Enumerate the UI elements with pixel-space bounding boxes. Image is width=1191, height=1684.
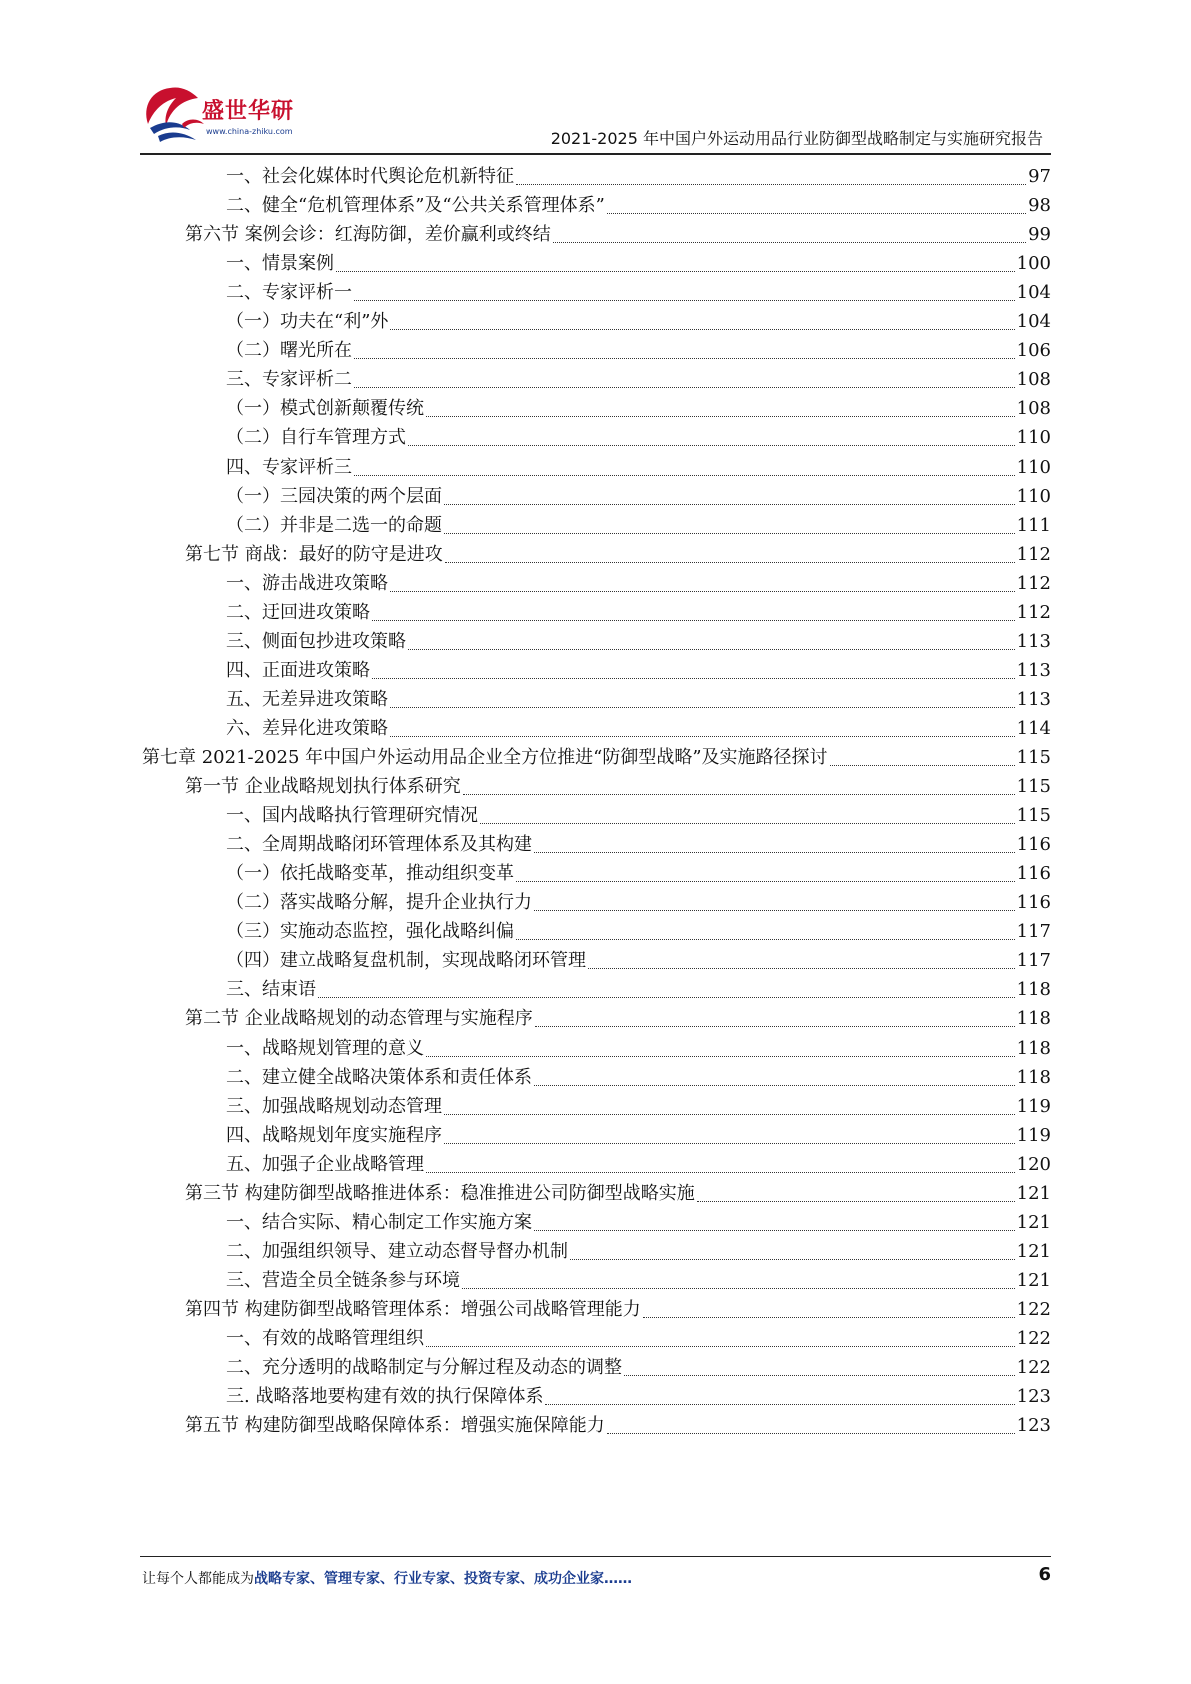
toc-leader-dots [408, 648, 1015, 650]
toc-leader-dots [444, 1113, 1015, 1115]
toc-entry-page: 119 [1016, 1124, 1051, 1146]
toc-entry[interactable] [185, 1411, 1051, 1441]
toc-entry-title: 第七节 商战：最好的防守是进攻 [185, 543, 443, 565]
toc-entry-page: 117 [1016, 921, 1051, 943]
toc-entry[interactable] [226, 423, 1051, 453]
toc-leader-dots [534, 909, 1015, 911]
footer-slogan [142, 1568, 632, 1588]
toc-leader-dots [570, 1258, 1015, 1260]
toc-leader-dots [643, 1316, 1015, 1318]
toc-entry-page: 97 [1028, 166, 1051, 187]
toc-entry[interactable] [226, 162, 1051, 192]
toc-entry-page: 110 [1016, 456, 1051, 478]
toc-entry-title: （二）落实战略分解，提升企业执行力 [226, 892, 532, 914]
toc-entry-title: （一）模式创新颠覆传统 [226, 398, 424, 420]
toc-leader-dots [444, 503, 1015, 505]
toc-entry[interactable] [226, 888, 1051, 918]
toc-leader-dots [624, 1374, 1015, 1376]
toc-entry-title: 四、正面进攻策略 [226, 659, 370, 681]
toc-leader-dots [318, 996, 1015, 998]
toc-entry[interactable] [226, 1092, 1051, 1122]
toc-entry-page: 99 [1028, 224, 1051, 246]
toc-entry[interactable] [185, 1295, 1051, 1325]
toc-entry[interactable] [226, 627, 1051, 657]
toc-entry-page: 108 [1016, 398, 1051, 420]
toc-entry-page: 112 [1016, 572, 1051, 594]
toc-entry-page: 116 [1016, 892, 1051, 914]
toc-entry-page: 116 [1016, 863, 1051, 885]
toc-leader-dots [516, 938, 1015, 940]
company-logo [140, 80, 320, 150]
toc-entry-page: 122 [1016, 1357, 1051, 1379]
toc-entry-page: 123 [1016, 1386, 1051, 1408]
toc-entry-page: 115 [1016, 747, 1051, 768]
toc-entry-title: 二、专家评析一 [226, 282, 352, 304]
page-number: 6 [1038, 1564, 1051, 1585]
toc-entry-title: 第二节 企业战略规划的动态管理与实施程序 [185, 1008, 533, 1030]
toc-leader-dots [534, 851, 1015, 853]
toc-entry-title: （一）三园决策的两个层面 [226, 485, 442, 507]
toc-entry-title: 二、加强组织领导、建立动态督导督办机制 [226, 1240, 568, 1262]
toc-entry-title: 第四节 构建防御型战略管理体系：增强公司战略管理能力 [185, 1298, 641, 1320]
toc-entry[interactable] [226, 453, 1051, 483]
logo-name: 盛世华研 [202, 99, 295, 124]
toc-entry-title: 五、加强子企业战略管理 [226, 1153, 424, 1175]
toc-entry[interactable] [226, 336, 1051, 366]
toc-entry-title: 一、社会化媒体时代舆论危机新特征 [226, 166, 514, 187]
header-divider [140, 153, 1051, 155]
toc-entry[interactable] [226, 685, 1051, 715]
toc-entry[interactable] [226, 598, 1051, 628]
toc-entry-title: 四、专家评析三 [226, 456, 352, 478]
toc-entry-page: 106 [1016, 340, 1051, 362]
toc-entry[interactable] [185, 1179, 1051, 1209]
toc-entry-title: （二）自行车管理方式 [226, 427, 406, 449]
toc-leader-dots [607, 212, 1026, 214]
toc-leader-dots [516, 880, 1015, 882]
toc-entry-title: 第一节 企业战略规划执行体系研究 [185, 776, 461, 798]
toc-entry[interactable] [226, 365, 1051, 395]
toc-entry-page: 115 [1016, 805, 1051, 827]
toc-entry-title: 三、结束语 [226, 979, 316, 1001]
toc-leader-dots [354, 299, 1015, 301]
toc-entry-page: 118 [1016, 1066, 1051, 1088]
toc-entry-page: 104 [1016, 282, 1051, 304]
toc-entry-page: 112 [1016, 543, 1051, 565]
toc-entry[interactable] [226, 1237, 1051, 1267]
toc-entry[interactable] [226, 656, 1051, 686]
toc-leader-dots [463, 793, 1015, 795]
toc-leader-dots [545, 1403, 1014, 1405]
slogan-highlight: 战略专家、管理专家、行业专家、投资专家、成功企业家…… [254, 1571, 632, 1587]
toc-entry[interactable] [142, 743, 1051, 773]
toc-entry-title: 三、侧面包抄进攻策略 [226, 630, 406, 652]
toc-entry[interactable] [226, 1121, 1051, 1151]
toc-entry-page: 116 [1016, 834, 1051, 856]
logo-emblem-icon [140, 80, 210, 146]
toc-entry[interactable] [226, 1150, 1051, 1180]
toc-entry-page: 121 [1016, 1269, 1051, 1291]
toc-leader-dots [408, 444, 1015, 446]
toc-leader-dots [372, 619, 1015, 621]
toc-leader-dots [354, 474, 1015, 476]
toc-entry-title: 一、战略规划管理的意义 [226, 1037, 424, 1059]
toc-entry-page: 123 [1016, 1415, 1051, 1437]
toc-entry-page: 120 [1016, 1153, 1051, 1175]
toc-entry-page: 113 [1016, 630, 1051, 652]
toc-entry-page: 122 [1016, 1328, 1051, 1349]
toc-entry-title: 第七章 2021-2025 年中国户外运动用品企业全方位推进“防御型战略”及实施路径探讨 [142, 747, 828, 768]
toc-entry-page: 119 [1016, 1095, 1051, 1117]
toc-entry-page: 110 [1016, 485, 1051, 507]
toc-entry[interactable] [226, 307, 1051, 337]
toc-entry-title: 一、有效的战略管理组织 [226, 1328, 424, 1349]
toc-leader-dots [354, 357, 1015, 359]
toc-entry-page: 122 [1016, 1298, 1051, 1320]
toc-entry-page: 121 [1016, 1182, 1051, 1204]
toc-entry-title: 第六节 案例会诊：红海防御，差价赢利或终结 [185, 224, 551, 246]
toc-entry-page: 115 [1016, 776, 1051, 798]
toc-entry[interactable] [185, 1004, 1051, 1034]
toc-leader-dots [444, 532, 1015, 534]
toc-entry-page: 118 [1016, 1008, 1051, 1030]
toc-entry[interactable] [185, 220, 1051, 250]
toc-leader-dots [354, 386, 1015, 388]
toc-entry-page: 121 [1016, 1240, 1051, 1262]
toc-leader-dots [390, 735, 1015, 737]
toc-entry-title: 一、游击战进攻策略 [226, 572, 388, 594]
toc-entry-page: 121 [1016, 1211, 1051, 1233]
toc-entry-page: 100 [1016, 253, 1051, 275]
toc-entry-page: 111 [1016, 514, 1051, 536]
slogan-prefix: 让每个人都能成为 [142, 1571, 254, 1587]
toc-entry-title: 三. 战略落地要构建有效的执行保障体系 [226, 1386, 544, 1408]
toc-entry-title: （四）建立战略复盘机制，实现战略闭环管理 [226, 950, 586, 972]
toc-entry[interactable] [226, 191, 1051, 221]
toc-entry-title: 二、迂回进攻策略 [226, 601, 370, 623]
toc-entry[interactable] [226, 569, 1051, 599]
toc-entry[interactable] [226, 975, 1051, 1005]
toc-entry-page: 113 [1016, 659, 1051, 681]
toc-entry[interactable] [226, 801, 1051, 831]
toc-leader-dots [372, 677, 1015, 679]
toc-entry-title: 五、无差异进攻策略 [226, 688, 388, 710]
toc-entry[interactable] [226, 394, 1051, 424]
toc-entry-title: 二、建立健全战略决策体系和责任体系 [226, 1066, 532, 1088]
toc-entry-page: 104 [1016, 311, 1051, 333]
toc-leader-dots [426, 1345, 1015, 1347]
report-title: 2021-2025 年中国户外运动用品行业防御型战略制定与实施研究报告 [550, 129, 1043, 148]
toc-leader-dots [462, 1287, 1015, 1289]
toc-entry[interactable] [226, 830, 1051, 860]
toc-entry[interactable] [226, 1353, 1051, 1383]
toc-entry-title: 三、专家评析二 [226, 369, 352, 391]
toc-leader-dots [336, 270, 1015, 272]
toc-entry[interactable] [226, 917, 1051, 947]
toc-entry-page: 110 [1016, 427, 1051, 449]
toc-entry[interactable] [185, 772, 1051, 802]
toc-entry-title: 三、营造全员全链条参与环境 [226, 1269, 460, 1291]
toc-entry-title: （一）依托战略变革，推动组织变革 [226, 863, 514, 885]
toc-entry[interactable] [226, 278, 1051, 308]
toc-leader-dots [588, 967, 1015, 969]
toc-entry-title: 二、健全“危机管理体系”及“公共关系管理体系” [226, 195, 605, 217]
toc-entry-page: 112 [1016, 601, 1051, 623]
toc-entry-title: 三、加强战略规划动态管理 [226, 1095, 442, 1117]
toc-leader-dots [426, 415, 1015, 417]
toc-leader-dots [426, 1055, 1015, 1057]
toc-entry[interactable] [226, 1208, 1051, 1238]
toc-leader-dots [390, 706, 1015, 708]
toc-leader-dots [444, 1142, 1015, 1144]
toc-entry[interactable] [226, 1324, 1051, 1354]
toc-entry-page: 118 [1016, 1037, 1051, 1059]
toc-entry-page: 114 [1016, 717, 1051, 739]
toc-entry[interactable] [226, 249, 1051, 279]
toc-entry-title: 六、差异化进攻策略 [226, 717, 388, 739]
toc-entry-title: （一）功夫在“利”外 [226, 311, 389, 333]
footer-divider [140, 1556, 1051, 1557]
toc-leader-dots [516, 183, 1026, 185]
toc-leader-dots [553, 241, 1026, 243]
toc-entry[interactable] [185, 540, 1051, 570]
toc-entry-title: 二、充分透明的战略制定与分解过程及动态的调整 [226, 1357, 622, 1379]
toc-entry-title: 第五节 构建防御型战略保障体系：增强实施保障能力 [185, 1415, 605, 1437]
toc-leader-dots [480, 822, 1015, 824]
toc-entry[interactable] [226, 1382, 1051, 1412]
toc-leader-dots [607, 1432, 1015, 1434]
toc-entry-title: 二、全周期战略闭环管理体系及其构建 [226, 834, 532, 856]
toc-entry-title: 四、战略规划年度实施程序 [226, 1124, 442, 1146]
toc-entry-title: （二）曙光所在 [226, 340, 352, 362]
toc-entry-title: 一、结合实际、精心制定工作实施方案 [226, 1211, 532, 1233]
toc-leader-dots [426, 1171, 1015, 1173]
toc-leader-dots [534, 1084, 1015, 1086]
toc-leader-dots [830, 764, 1015, 766]
toc-leader-dots [697, 1200, 1015, 1202]
toc-entry[interactable] [226, 1266, 1051, 1296]
toc-entry-page: 98 [1028, 195, 1051, 217]
toc-leader-dots [534, 1229, 1015, 1231]
toc-entry-title: （二）并非是二选一的命题 [226, 514, 442, 536]
toc-leader-dots [390, 328, 1014, 330]
toc-entry-page: 117 [1016, 950, 1051, 972]
toc-entry-title: 一、国内战略执行管理研究情况 [226, 805, 478, 827]
toc-leader-dots [445, 561, 1015, 563]
toc-entry-title: 一、情景案例 [226, 253, 334, 275]
toc-entry[interactable] [226, 511, 1051, 541]
toc-entry[interactable] [226, 1034, 1051, 1064]
toc-entry-page: 113 [1016, 688, 1051, 710]
toc-leader-dots [390, 590, 1015, 592]
toc-leader-dots [535, 1025, 1015, 1027]
toc-entry-title: （三）实施动态监控，强化战略纠偏 [226, 921, 514, 943]
toc-entry[interactable] [226, 946, 1051, 976]
toc-entry-page: 108 [1016, 369, 1051, 391]
toc-entry[interactable] [226, 714, 1051, 744]
toc-entry[interactable] [226, 1063, 1051, 1093]
toc-entry[interactable] [226, 482, 1051, 512]
page-header [0, 0, 1191, 160]
toc-entry-title: 第三节 构建防御型战略推进体系：稳准推进公司防御型战略实施 [185, 1182, 695, 1204]
toc-entry-page: 118 [1016, 979, 1051, 1001]
logo-url: www.china-zhiku.com [206, 127, 293, 136]
toc-entry[interactable] [226, 859, 1051, 889]
